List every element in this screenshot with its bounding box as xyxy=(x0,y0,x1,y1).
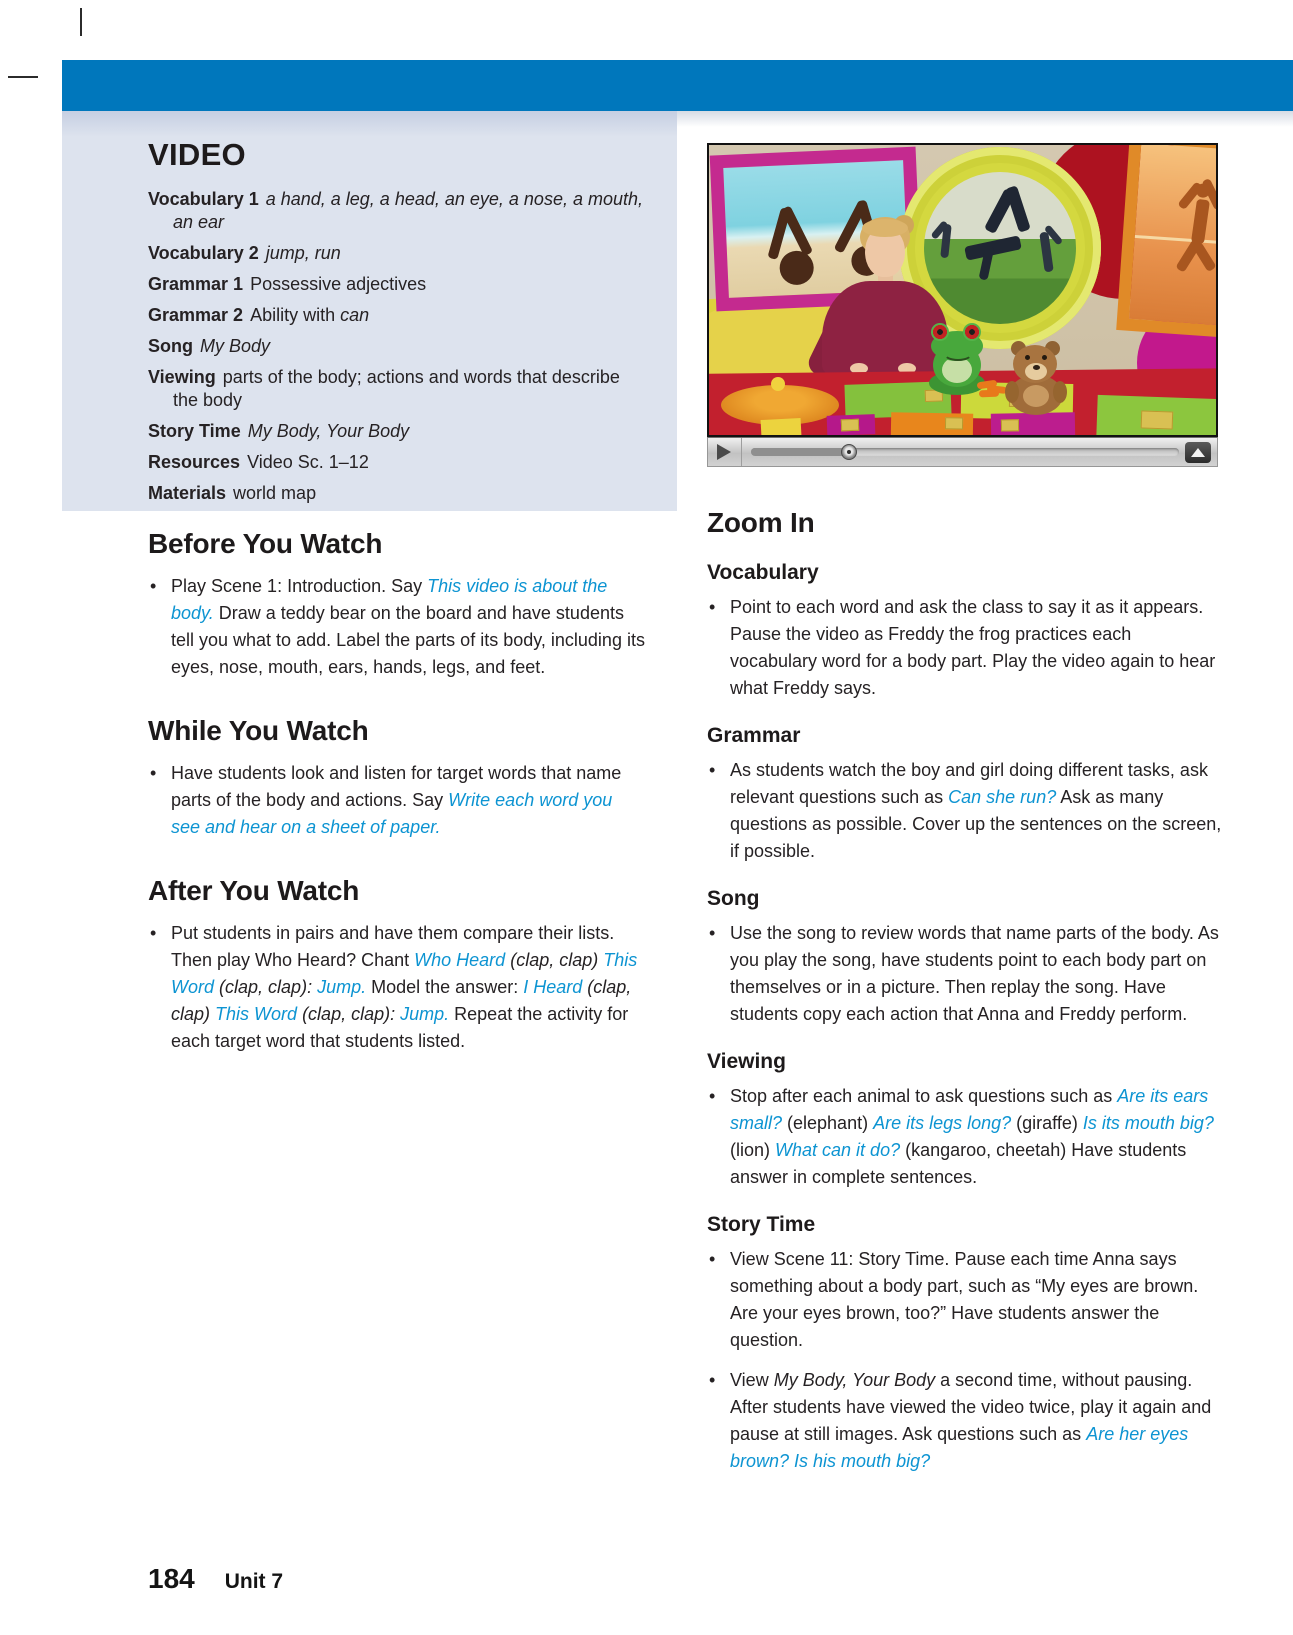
text-segment: My Body, Your Body xyxy=(247,421,410,441)
row-label: Grammar 1 xyxy=(148,274,244,294)
bullet-list xyxy=(707,1083,1222,1191)
highlighted-phrase: This Word xyxy=(215,1004,298,1024)
bullet-list xyxy=(148,573,645,681)
text-segment: Point to each word and ask the class to say it as it appears. Pause the video as Freddy the frog practices each vocabulary word for a body part. Play the video again to hear what Freddy says. xyxy=(730,597,1216,698)
highlighted-phrase: Jump. xyxy=(400,1004,450,1024)
text-segment: Draw a teddy bear on the board and have students tell you what to add. Label the parts of its body, including its eyes, nose, mouth, ears, hands, legs, and feet. xyxy=(171,603,645,677)
story-time-heading: Story Time xyxy=(707,1213,816,1236)
before-you-watch-heading: Before You Watch xyxy=(148,528,383,559)
video-panel-rows xyxy=(148,188,649,505)
text-segment: Play Scene 1: Introduction. Say xyxy=(171,576,428,596)
presenter-hair xyxy=(862,219,908,237)
silhouette-shape xyxy=(1192,241,1216,272)
bullet-item xyxy=(148,920,645,1055)
control-divider xyxy=(741,438,742,466)
text-segment: Ask as many questions as possible. Cover up the sentences on the screen, if possible. xyxy=(730,787,1222,861)
highlighted-phrase: Are its legs long? xyxy=(873,1113,1012,1133)
text-segment: As students watch the boy and girl doing different tasks, ask relevant questions such as xyxy=(730,760,1208,807)
text-segment: Put students in pairs and have them compare their lists. Then play Who Heard? Chant xyxy=(171,923,615,970)
seek-progress xyxy=(751,448,849,456)
row-label: Resources xyxy=(148,452,241,472)
seek-bar[interactable] xyxy=(751,448,1179,456)
text-segment: (giraffe) xyxy=(1011,1113,1083,1133)
video-row-song xyxy=(148,335,649,358)
left-column xyxy=(148,512,645,1068)
text-segment: can xyxy=(340,305,370,325)
teddy-eye xyxy=(1025,355,1030,360)
bullet-list xyxy=(707,920,1222,1028)
silhouette-shape xyxy=(1005,185,1031,232)
text-segment: parts of the body; actions and words that describe the body xyxy=(173,367,620,410)
text-segment: Video Sc. 1–12 xyxy=(247,452,369,472)
row-label: Story Time xyxy=(148,421,241,441)
row-label: Vocabulary 1 xyxy=(148,189,259,209)
carrot xyxy=(979,390,999,398)
silhouette-shape xyxy=(781,205,813,256)
bullet-item xyxy=(707,757,1222,865)
video-row-story-time xyxy=(148,420,649,443)
bullet-item xyxy=(707,1367,1222,1475)
unit-label: Unit 7 xyxy=(224,1570,284,1593)
text-segment: Ability with xyxy=(250,305,341,325)
text-segment: (clap, clap): xyxy=(219,977,313,997)
desk-folder xyxy=(991,412,1075,437)
video-panel-title: VIDEO xyxy=(148,137,246,172)
teddy-nose xyxy=(1033,365,1040,370)
text-segment: Repeat the activity for each target word that students listed. xyxy=(171,1004,629,1051)
video-summary-panel xyxy=(62,111,677,511)
crop-mark-horizontal xyxy=(8,76,38,78)
row-label: Song xyxy=(148,336,193,356)
frog-eye xyxy=(963,323,981,341)
fence-line xyxy=(1135,235,1218,246)
video-still[interactable] xyxy=(707,143,1218,437)
video-row-viewing xyxy=(148,366,649,412)
video-row-grammar-1 xyxy=(148,273,649,296)
teddy-arm xyxy=(1053,381,1067,403)
video-row-grammar-2 xyxy=(148,304,649,327)
silhouette-shape xyxy=(779,250,814,285)
text-segment: Use the song to review words that name parts of the body. As you play the song, have students point to each body part on themselves or in a picture. Then replay the song. Have students copy each action that Anna and Freddy perform. xyxy=(730,923,1219,1024)
text-segment: (lion) xyxy=(730,1140,776,1160)
highlighted-phrase: Are her eyes brown? Is his mouth big? xyxy=(730,1424,1189,1471)
expand-icon[interactable] xyxy=(1185,442,1211,463)
after-you-watch-heading: After You Watch xyxy=(148,875,360,906)
bullet-item xyxy=(707,1083,1222,1191)
page-footer xyxy=(148,1563,283,1595)
zoom-in-heading: Zoom In xyxy=(707,507,815,538)
highlighted-phrase: I Heard xyxy=(523,977,583,997)
player-control-bar xyxy=(707,437,1218,467)
row-label: Viewing xyxy=(148,367,216,387)
page-number: 184 xyxy=(148,1563,195,1594)
desk-folder xyxy=(891,412,973,437)
bullet-list xyxy=(148,760,645,841)
text-segment: My Body, Your Body xyxy=(773,1370,936,1390)
text-segment: a second time, without pausing. After students have viewed the video twice, play it again and pause at still images. Ask questions such as xyxy=(730,1370,1212,1444)
text-segment: (kangaroo, cheetah) Have students answer in complete sentences. xyxy=(730,1140,1187,1187)
song-heading: Song xyxy=(707,887,760,910)
play-icon[interactable] xyxy=(717,444,731,460)
video-row-vocabulary-2 xyxy=(148,242,649,265)
bullet-item xyxy=(148,573,645,681)
text-segment: (clap, clap) xyxy=(510,950,599,970)
text-segment: My Body xyxy=(200,336,271,356)
desk-folder xyxy=(761,418,802,437)
text-segment: Possessive adjectives xyxy=(250,274,427,294)
vocabulary-heading: Vocabulary xyxy=(707,561,819,584)
highlighted-phrase: Can she run? xyxy=(948,787,1057,807)
crop-mark-vertical xyxy=(80,8,82,36)
bullet-item xyxy=(148,760,645,841)
highlighted-phrase: Write each word you see and hear on a sheet of paper. xyxy=(171,790,613,837)
text-segment: View Scene 11: Story Time. Pause each time Anna says something about a body part, such as “My eyes are brown. Are your eyes brown, too?” Have students answer the question. xyxy=(730,1249,1199,1350)
highlighted-phrase: This video is about the body. xyxy=(171,576,608,623)
highlighted-phrase: Who Heard xyxy=(414,950,506,970)
teddy-bear xyxy=(1005,341,1067,405)
video-player xyxy=(707,143,1218,467)
bullet-list xyxy=(707,594,1222,702)
sepia-photo-frame xyxy=(1116,143,1218,340)
highlighted-phrase: This Word xyxy=(171,950,638,997)
text-segment: (clap, clap) xyxy=(171,977,632,1024)
turntable-knob xyxy=(771,377,785,391)
row-label: Materials xyxy=(148,483,227,503)
video-row-resources xyxy=(148,451,649,474)
header-band xyxy=(62,60,1293,111)
text-segment: jump, run xyxy=(265,243,341,263)
text-segment: a hand, a leg, a head, an eye, a nose, a mouth, an ear xyxy=(173,189,643,232)
silhouette-shape xyxy=(1191,199,1210,244)
while-you-watch-heading: While You Watch xyxy=(148,715,369,746)
highlighted-phrase: Are its ears small? xyxy=(730,1086,1209,1133)
bullet-list xyxy=(148,920,645,1055)
bullet-item xyxy=(707,1246,1222,1354)
desk-folder xyxy=(1096,395,1217,437)
right-column xyxy=(707,143,1222,1488)
bullet-list xyxy=(707,1246,1222,1475)
grammar-heading: Grammar xyxy=(707,724,801,747)
frog-mouth xyxy=(943,345,973,361)
video-row-vocabulary-1 xyxy=(148,188,649,234)
highlighted-phrase: What can it do? xyxy=(775,1140,901,1160)
bullet-item xyxy=(707,594,1222,702)
row-label: Vocabulary 2 xyxy=(148,243,259,263)
viewing-heading: Viewing xyxy=(707,1050,786,1073)
text-segment: world map xyxy=(233,483,317,503)
text-segment: (elephant) xyxy=(782,1113,874,1133)
text-segment: View xyxy=(730,1370,774,1390)
text-segment: Stop after each animal to ask questions such as xyxy=(730,1086,1118,1106)
text-segment: (clap, clap): xyxy=(302,1004,396,1024)
highlighted-phrase: Is its mouth big? xyxy=(1082,1113,1214,1133)
desk-folder xyxy=(827,414,876,436)
highlighted-phrase: Jump. xyxy=(317,977,367,997)
bullet-list xyxy=(707,757,1222,865)
video-row-materials xyxy=(148,482,649,505)
frog-eye xyxy=(931,323,949,341)
seek-knob[interactable] xyxy=(841,444,857,460)
row-label: Grammar 2 xyxy=(148,305,244,325)
teddy-eye xyxy=(1042,355,1047,360)
teddy-belly xyxy=(1023,385,1049,407)
bullet-item xyxy=(707,920,1222,1028)
teddy-arm xyxy=(1005,381,1019,403)
text-segment: Model the answer: xyxy=(366,977,524,997)
text-segment: Have students look and listen for target words that name parts of the body and actions. Say xyxy=(171,763,622,810)
